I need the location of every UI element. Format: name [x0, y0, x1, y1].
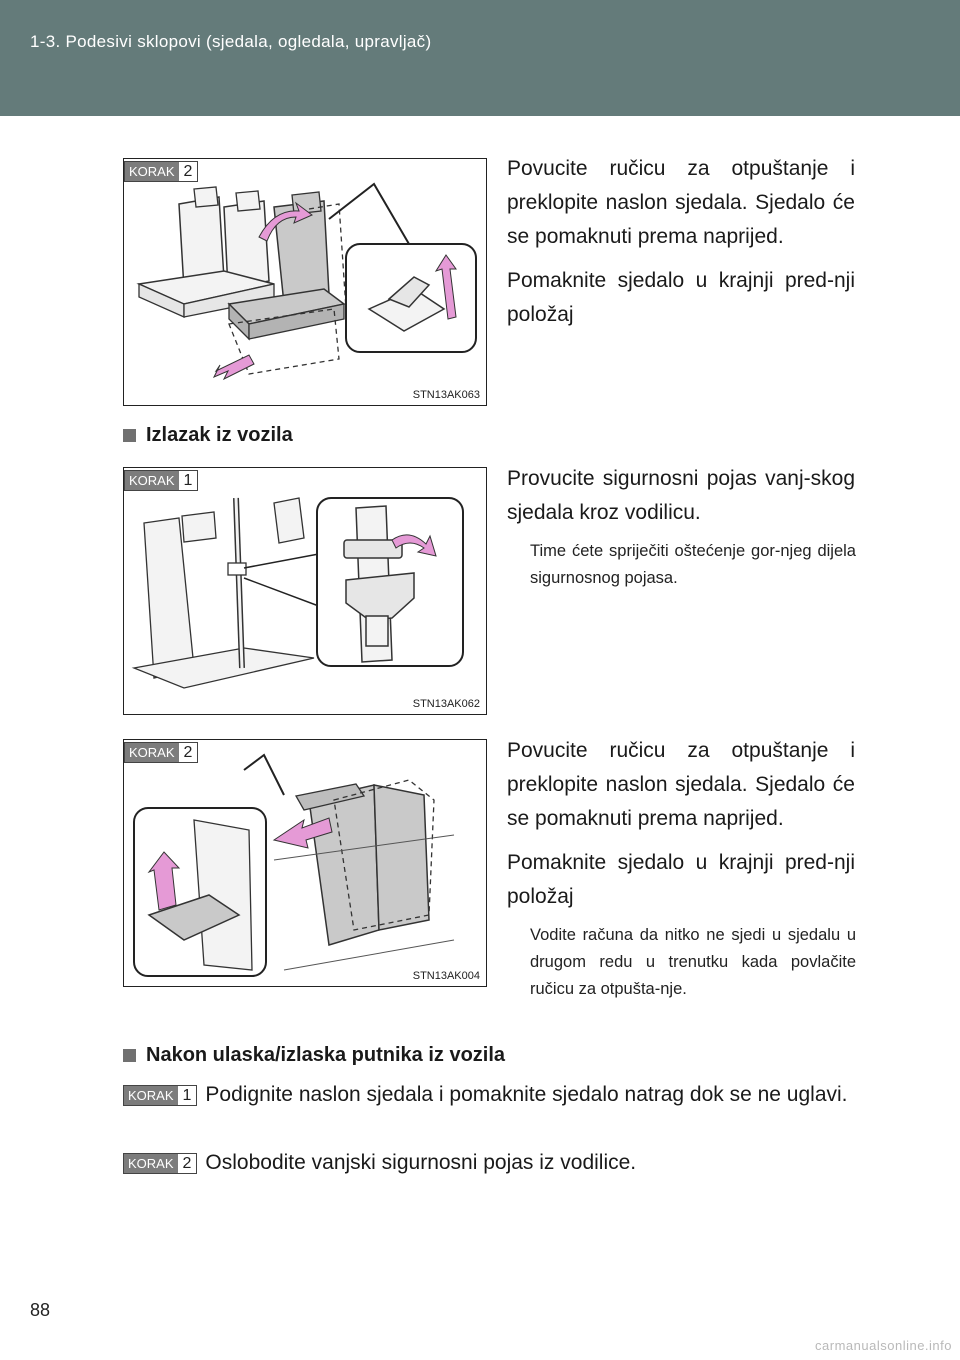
instruction-block-2 — [507, 462, 855, 540]
step-badge: KORAK 2 — [124, 742, 198, 763]
figure-code: STN13AK004 — [412, 970, 480, 982]
instruction-block-3 — [507, 734, 855, 924]
step-text: Podignite naslon sjedala i pomaknite sjedalo natrag dok se ne uglavi. — [205, 1083, 848, 1106]
instruction-paragraph: Povucite ručicu za otpuštanje i preklopite naslon sjedala. Sjedalo će se pomaknuti prema naprijed. — [507, 157, 855, 248]
note-text: Vodite računa da nitko ne sjedi u sjedalu u drugom redu u trenutku kada povlačite ručicu za otpušta-nje. — [530, 926, 856, 998]
note-text: Time ćete spriječiti oštećenje gor-njeg dijela sigurnosnog pojasa. — [530, 542, 856, 587]
figure-code: STN13AK063 — [412, 389, 480, 401]
figure-seat-fold-third-row — [123, 158, 487, 406]
step-badge: KORAK 1 — [123, 1085, 197, 1106]
step-badge: KORAK 1 — [124, 470, 198, 491]
instruction-paragraph: Pomaknite sjedalo u krajnji pred-nji položaj — [507, 851, 855, 908]
seat-release-illustration — [124, 740, 486, 986]
figure-seatbelt-guide — [123, 467, 487, 715]
step-text: Oslobodite vanjski sigurnosni pojas iz vodilice. — [205, 1151, 637, 1174]
step-item — [123, 1078, 859, 1112]
instruction-paragraph: Pomaknite sjedalo u krajnji pred-nji položaj — [507, 269, 855, 326]
watermark: carmanualsonline.info — [815, 1338, 952, 1353]
section-heading-exit: Izlazak iz vozila — [123, 424, 293, 447]
page-header — [0, 0, 960, 116]
figure-seat-fold-second-row — [123, 739, 487, 987]
seat-illustration — [124, 159, 486, 405]
step-badge: KORAK 2 — [123, 1153, 197, 1174]
section-heading-after-entry: Nakon ulaska/izlaska putnika iz vozila — [123, 1044, 505, 1067]
square-bullet-icon — [123, 1049, 136, 1062]
step-item — [123, 1146, 859, 1180]
seatbelt-illustration — [124, 468, 486, 714]
square-bullet-icon — [123, 429, 136, 442]
chapter-title: 1-3. Podesivi sklopovi (sjedala, ogledala, upravljač) — [30, 32, 432, 51]
step-badge: KORAK 2 — [124, 161, 198, 182]
instruction-block-1 — [507, 152, 855, 342]
instruction-paragraph: Provucite sigurnosni pojas vanj-skog sjedala kroz vodilicu. — [507, 467, 855, 524]
figure-code: STN13AK062 — [412, 698, 480, 710]
instruction-paragraph: Povucite ručicu za otpuštanje i preklopite naslon sjedala. Sjedalo će se pomaknuti prema naprijed. — [507, 739, 855, 830]
page-number: 88 — [30, 1300, 51, 1320]
